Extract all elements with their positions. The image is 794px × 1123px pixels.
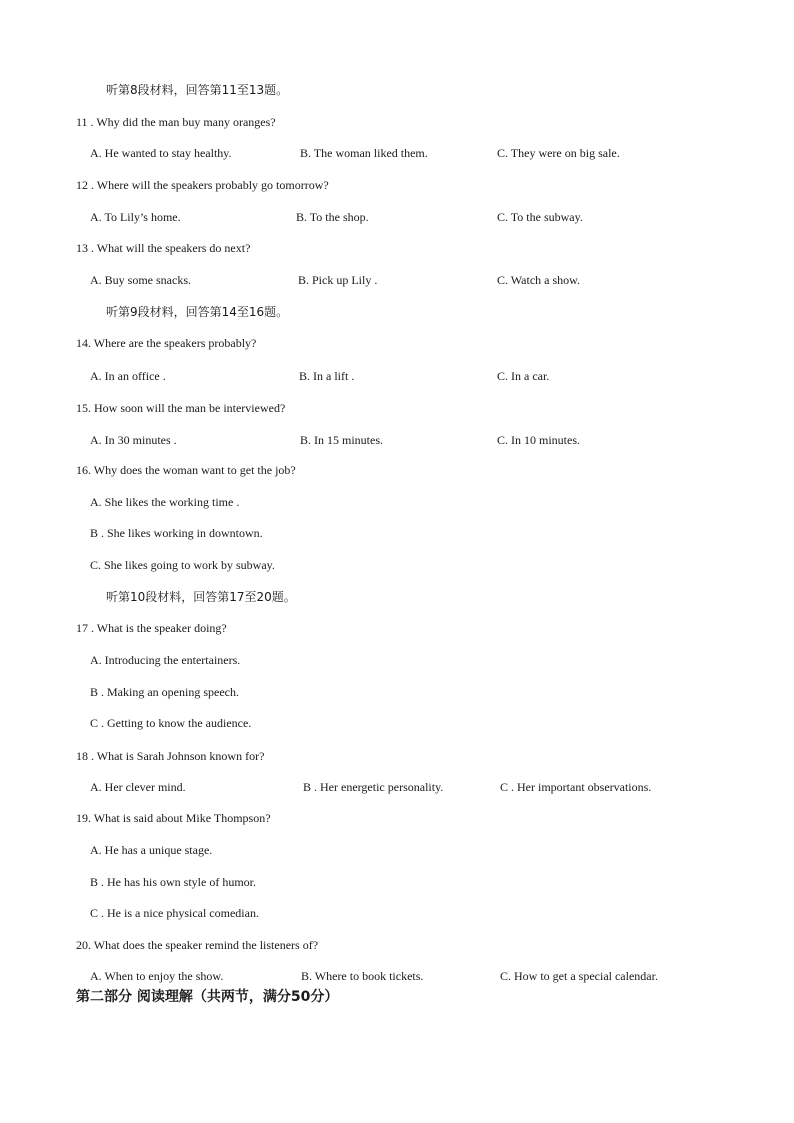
option-c: C. She likes going to work by subway. bbox=[90, 558, 275, 572]
option-c: C. They were on big sale. bbox=[497, 146, 620, 160]
option-c: C. How to get a special calendar. bbox=[500, 969, 658, 983]
option-b: B . Her energetic personality. bbox=[303, 780, 444, 794]
option-a: A. In 30 minutes . bbox=[90, 433, 177, 447]
option-a: A. She likes the working time . bbox=[90, 495, 240, 509]
option-c: C. To the subway. bbox=[497, 210, 583, 224]
section-instruction: 听第10段材料，回答第17至20题。 bbox=[106, 590, 296, 604]
part-heading: 第二部分 阅读理解（共两节，满分50分） bbox=[76, 989, 339, 1005]
option-a: A. When to enjoy the show. bbox=[90, 969, 224, 983]
option-a: A. Introducing the entertainers. bbox=[90, 653, 241, 667]
question-stem: 11 . Why did the man buy many oranges? bbox=[76, 115, 276, 129]
option-c: C. In 10 minutes. bbox=[497, 433, 580, 447]
option-b: B . She likes working in downtown. bbox=[90, 526, 263, 540]
option-b: B. In 15 minutes. bbox=[300, 433, 383, 447]
option-b: B. Where to book tickets. bbox=[301, 969, 424, 983]
option-a: A. To Lily’s home. bbox=[90, 210, 181, 224]
question-stem: 15. How soon will the man be interviewed? bbox=[76, 401, 286, 415]
option-a: A. He wanted to stay healthy. bbox=[90, 146, 232, 160]
option-b: B . Making an opening speech. bbox=[90, 685, 239, 699]
option-b: B. To the shop. bbox=[296, 210, 369, 224]
option-c: C . He is a nice physical comedian. bbox=[90, 906, 259, 920]
section-instruction: 听第8段材料，回答第11至13题。 bbox=[106, 83, 289, 97]
option-c: C . Getting to know the audience. bbox=[90, 716, 252, 730]
question-stem: 14. Where are the speakers probably? bbox=[76, 336, 257, 350]
section-instruction: 听第9段材料，回答第14至16题。 bbox=[106, 305, 289, 319]
option-b: B. In a lift . bbox=[299, 369, 355, 383]
question-stem: 18 . What is Sarah Johnson known for? bbox=[76, 749, 265, 763]
option-b: B . He has his own style of humor. bbox=[90, 875, 256, 889]
question-stem: 17 . What is the speaker doing? bbox=[76, 621, 227, 635]
option-c: C. Watch a show. bbox=[497, 273, 581, 287]
option-b: B. Pick up Lily . bbox=[298, 273, 378, 287]
option-c: C. In a car. bbox=[497, 369, 550, 383]
option-a: A. Buy some snacks. bbox=[90, 273, 191, 287]
question-stem: 19. What is said about Mike Thompson? bbox=[76, 811, 271, 825]
question-stem: 16. Why does the woman want to get the job? bbox=[76, 463, 296, 477]
option-a: A. He has a unique stage. bbox=[90, 843, 213, 857]
question-stem: 12 . Where will the speakers probably go tomorrow? bbox=[76, 178, 329, 192]
question-stem: 20. What does the speaker remind the listeners of? bbox=[76, 938, 319, 952]
option-a: A. In an office . bbox=[90, 369, 166, 383]
option-c: C . Her important observations. bbox=[500, 780, 652, 794]
option-a: A. Her clever mind. bbox=[90, 780, 186, 794]
option-b: B. The woman liked them. bbox=[300, 146, 428, 160]
question-stem: 13 . What will the speakers do next? bbox=[76, 241, 251, 255]
